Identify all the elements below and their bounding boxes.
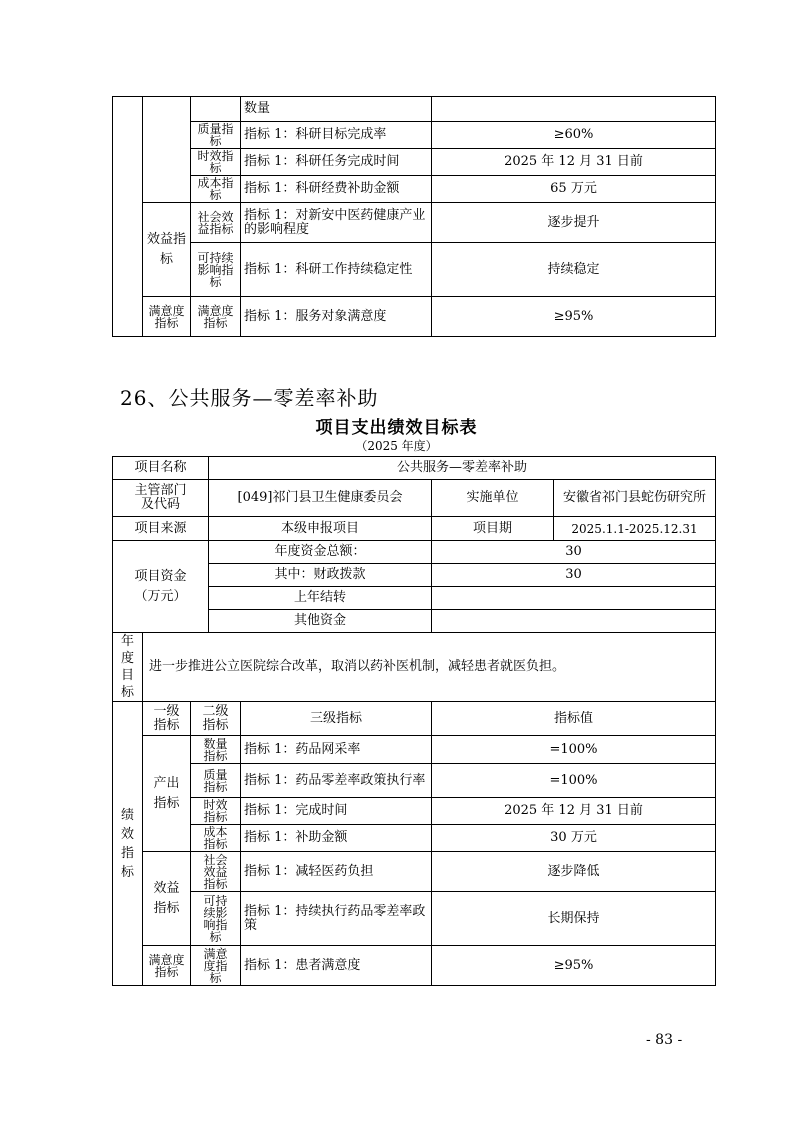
l2-cell: 成本指标	[191, 176, 241, 203]
outer-cell	[113, 97, 143, 337]
fund-label: 上年结转	[209, 587, 432, 610]
l3-cell: 数量	[241, 97, 432, 122]
table-row	[113, 764, 716, 798]
table-row	[113, 480, 716, 517]
satisfaction-indicator-label: 满意度指标	[143, 946, 191, 986]
department-label: 主管部门及代码	[113, 480, 209, 517]
value-cell: ≥95%	[432, 946, 716, 986]
benefit-indicator-label: 效益指标	[143, 203, 191, 297]
value-cell: =100%	[432, 736, 716, 764]
l2-cell: 社会效益指标	[191, 203, 241, 243]
section-heading: 26、公共服务—零差率补助	[120, 386, 379, 410]
annual-goal-text: 进一步推进公立医院综合改革，取消以药补医机制，减轻患者就医负担。	[143, 633, 716, 702]
l2-cell: 时效指标	[191, 798, 241, 825]
table-row	[113, 702, 716, 736]
l3-cell: 指标 1：减轻医药负担	[241, 852, 432, 892]
l2-cell: 时效指标	[191, 149, 241, 176]
project-period-label: 项目期	[432, 517, 554, 541]
performance-indicators-label: 绩效指标	[113, 702, 143, 986]
l3-cell: 指标 1：完成时间	[241, 798, 432, 825]
benefit-indicator-label: 效益指标	[143, 852, 191, 946]
project-source-value: 本级申报项目	[209, 517, 432, 541]
l2-cell: 满意度指标	[191, 946, 241, 986]
value-cell: 30 万元	[432, 825, 716, 852]
project-period-value: 2025.1.1-2025.12.31	[554, 517, 716, 541]
l3-header: 三级指标	[241, 702, 432, 736]
value-cell: 长期保持	[432, 892, 716, 946]
project-performance-table	[112, 456, 716, 986]
l2-cell: 数量指标	[191, 736, 241, 764]
satisfaction-indicator-label: 满意度指标	[143, 297, 191, 337]
table-row	[113, 457, 716, 480]
l2-cell: 满意度指标	[191, 297, 241, 337]
l2-header: 二级指标	[191, 702, 241, 736]
value-cell: ≥95%	[432, 297, 716, 337]
table-row	[113, 852, 716, 892]
l3-cell: 指标 1：对新安中医药健康产业的影响程度	[241, 203, 432, 243]
table-row	[113, 203, 716, 243]
l1-header: 一级指标	[143, 702, 191, 736]
fund-label: 其中：财政拨款	[209, 564, 432, 587]
table-row	[113, 946, 716, 986]
value-cell: ≥60%	[432, 122, 716, 149]
l2-cell: 社会效益指标	[191, 852, 241, 892]
table-row	[113, 825, 716, 852]
value-cell: 逐步降低	[432, 852, 716, 892]
table-row	[113, 517, 716, 541]
value-cell: =100%	[432, 764, 716, 798]
table-row	[113, 97, 716, 122]
fund-label: 其他资金	[209, 610, 432, 633]
page-number: - 83 -	[646, 1032, 683, 1048]
l3-cell: 指标 1：患者满意度	[241, 946, 432, 986]
project-funds-label: 项目资金（万元）	[113, 541, 209, 633]
table-row	[113, 798, 716, 825]
fund-value	[432, 587, 716, 610]
l2-cell: 可持续影响指标	[191, 892, 241, 946]
implementing-unit-label: 实施单位	[432, 480, 554, 517]
l2-cell	[191, 97, 241, 122]
value-cell	[432, 97, 716, 122]
table-row	[113, 892, 716, 946]
project-source-label: 项目来源	[113, 517, 209, 541]
l2-cell: 可持续影响指标	[191, 243, 241, 297]
top-performance-table	[112, 96, 716, 337]
value-cell: 65 万元	[432, 176, 716, 203]
value-cell: 持续稳定	[432, 243, 716, 297]
output-indicator-cell	[143, 97, 191, 203]
table-year: （2025 年度）	[355, 439, 438, 453]
value-cell: 2025 年 12 月 31 日前	[432, 149, 716, 176]
l3-cell: 指标 1：科研工作持续稳定性	[241, 243, 432, 297]
fund-value: 30	[432, 564, 716, 587]
implementing-unit-value: 安徽省祁门县蛇伤研究所	[554, 480, 716, 517]
l3-cell: 指标 1：科研任务完成时间	[241, 149, 432, 176]
table-row	[113, 736, 716, 764]
fund-value	[432, 610, 716, 633]
table-row	[113, 149, 716, 176]
l3-cell: 指标 1：药品零差率政策执行率	[241, 764, 432, 798]
l2-cell: 质量指标	[191, 122, 241, 149]
table-row	[113, 243, 716, 297]
table-row	[113, 297, 716, 337]
l3-cell: 指标 1：药品网采率	[241, 736, 432, 764]
value-cell: 2025 年 12 月 31 日前	[432, 798, 716, 825]
l2-cell: 质量指标	[191, 764, 241, 798]
fund-label: 年度资金总额：	[209, 541, 432, 564]
project-name-value: 公共服务—零差率补助	[209, 457, 716, 480]
project-name-label: 项目名称	[113, 457, 209, 480]
l3-cell: 指标 1：持续执行药品零差率政策	[241, 892, 432, 946]
table-row	[113, 633, 716, 702]
table-title: 项目支出绩效目标表	[315, 418, 478, 438]
table-row	[113, 541, 716, 564]
fund-value: 30	[432, 541, 716, 564]
table-row	[113, 176, 716, 203]
value-header: 指标值	[432, 702, 716, 736]
l3-cell: 指标 1：科研目标完成率	[241, 122, 432, 149]
l3-cell: 指标 1：补助金额	[241, 825, 432, 852]
annual-goal-label: 年度目标	[113, 633, 143, 702]
l2-cell: 成本指标	[191, 825, 241, 852]
department-value: [049]祁门县卫生健康委员会	[209, 480, 432, 517]
value-cell: 逐步提升	[432, 203, 716, 243]
l3-cell: 指标 1：科研经费补助金额	[241, 176, 432, 203]
output-indicator-label: 产出指标	[143, 736, 191, 852]
l3-cell: 指标 1：服务对象满意度	[241, 297, 432, 337]
table-row	[113, 122, 716, 149]
